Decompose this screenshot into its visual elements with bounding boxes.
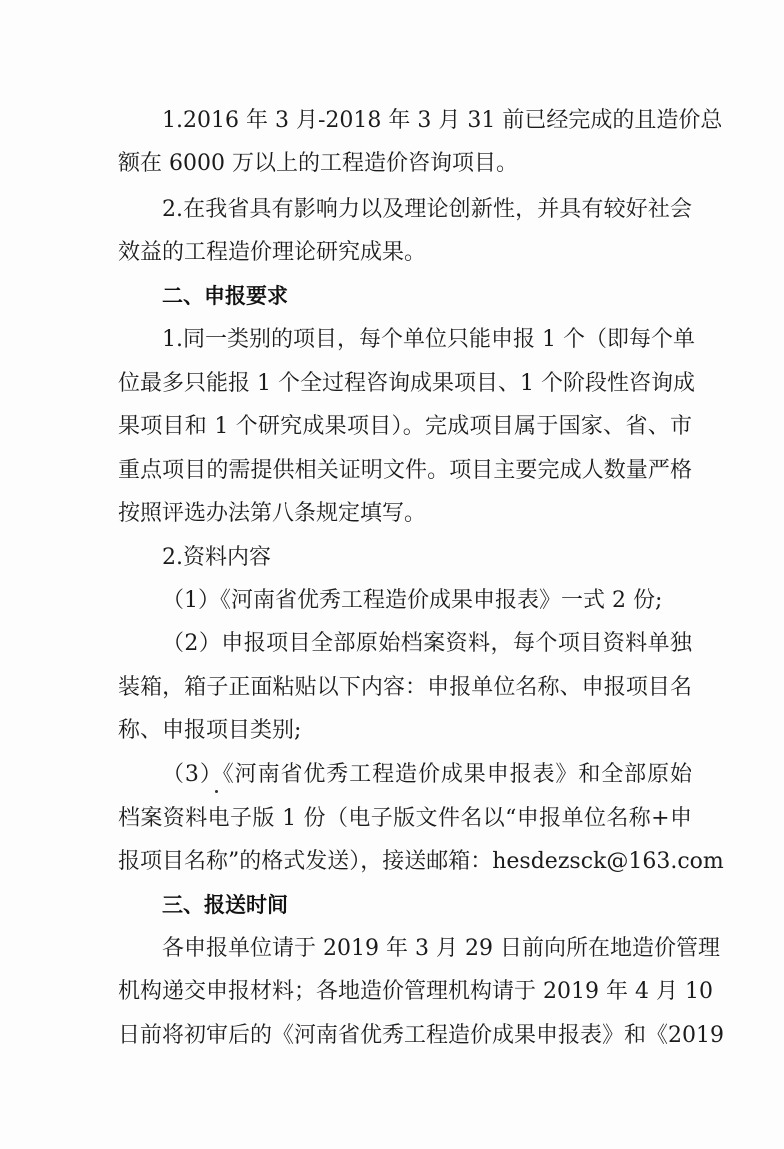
paragraph-line: 档案资料电子版 1 份（电子版文件名以“申报单位名称+申 xyxy=(118,806,692,831)
paragraph-line: 1.2016 年 3 月-2018 年 3 月 31 前已经完成的且造价总 xyxy=(162,108,723,133)
paragraph-line: 1.同一类别的项目，每个单位只能申报 1 个（即每个单 xyxy=(162,327,695,352)
paragraph-line: 位最多只能报 1 个全过程咨询成果项目、1 个阶段性咨询成 xyxy=(118,371,695,396)
paragraph-line: （3）《河南省优秀工程造价成果申报表》和全部原始 xyxy=(162,762,692,787)
paragraph-line: （2）申报项目全部原始档案资料，每个项目资料单独 xyxy=(162,631,692,656)
paragraph-line: 称、申报项目类别; xyxy=(118,718,302,743)
paragraph-line: 各申报单位请于 2019 年 3 月 29 日前向所在地造价管理 xyxy=(162,936,720,961)
paragraph-line: 按照评选办法第八条规定填写。 xyxy=(118,501,427,526)
paragraph-line: 装箱，箱子正面粘贴以下内容：申报单位名称、申报项目名 xyxy=(118,675,692,700)
paragraph-line: 2.资料内容 xyxy=(162,545,271,570)
paragraph-line: 重点项目的需提供相关证明文件。项目主要完成人数量严格 xyxy=(118,458,692,483)
paragraph-line: 日前将初审后的《河南省优秀工程造价成果申报表》和《2019 xyxy=(118,1023,724,1048)
section-heading: 三、报送时间 xyxy=(162,893,288,917)
section-heading: 二、申报要求 xyxy=(162,284,288,308)
speck-mark xyxy=(215,790,218,793)
paragraph-line: 机构递交申报材料；各地造价管理机构请于 2019 年 4 月 10 xyxy=(118,979,713,1004)
paragraph-line: 2.在我省具有影响力以及理论创新性，并具有较好社会 xyxy=(162,197,692,222)
paragraph-line: 果项目和 1 个研究成果项目）。完成项目属于国家、省、市 xyxy=(118,414,692,439)
paragraph-line: （1）《河南省优秀工程造价成果申报表》一式 2 份; xyxy=(162,588,663,613)
paragraph-line: 效益的工程造价理论研究成果。 xyxy=(118,240,427,265)
paragraph-line: 额在 6000 万以上的工程造价咨询项目。 xyxy=(118,151,518,176)
paragraph-line: 报项目名称”的格式发送），接送邮箱：hesdezsck@163.com xyxy=(118,849,724,874)
